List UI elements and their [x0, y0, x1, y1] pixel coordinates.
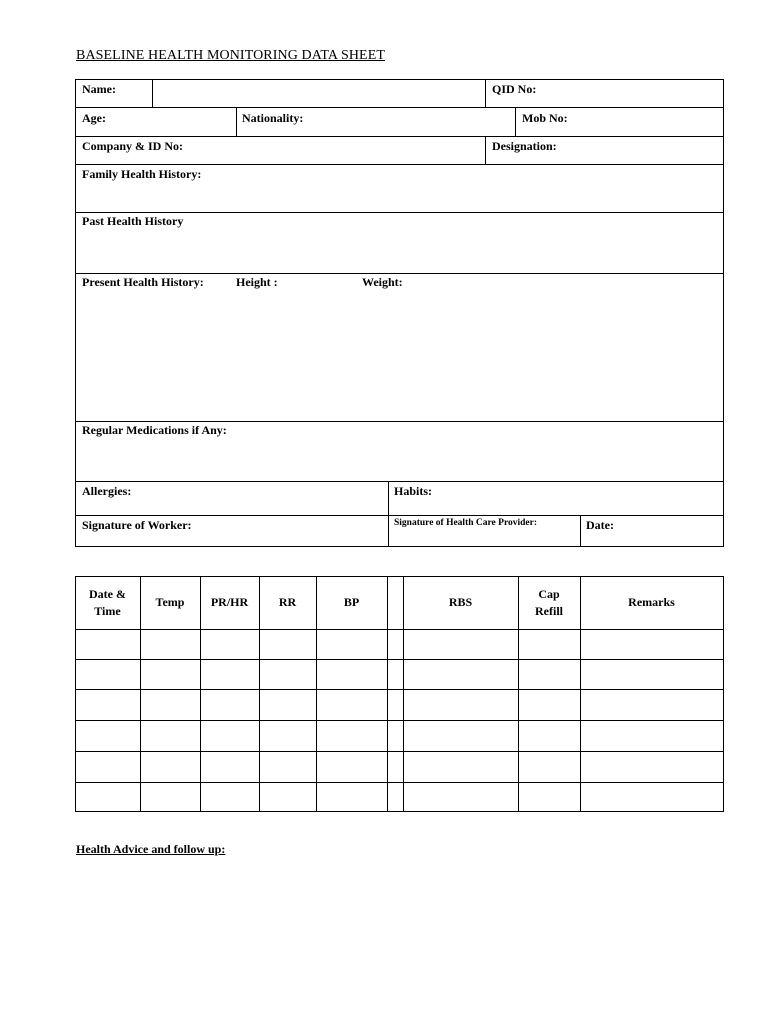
- table-cell[interactable]: [581, 783, 723, 811]
- table-cell[interactable]: [260, 783, 316, 811]
- table-cell[interactable]: [388, 783, 403, 811]
- table-cell[interactable]: [519, 783, 580, 811]
- table-cell[interactable]: [141, 783, 200, 811]
- age-field[interactable]: [153, 108, 236, 136]
- past-history-label: Past Health History: [82, 214, 184, 228]
- table-cell[interactable]: [76, 752, 140, 782]
- table-cell[interactable]: [519, 660, 580, 689]
- table-cell[interactable]: [260, 630, 316, 659]
- name-field[interactable]: [153, 80, 485, 107]
- table-cell[interactable]: [76, 630, 140, 659]
- form-divider: [485, 136, 486, 164]
- habits-field[interactable]: [440, 482, 723, 515]
- table-cell[interactable]: [201, 690, 259, 720]
- table-header-cell: RBS: [448, 595, 473, 609]
- table-cell[interactable]: [141, 660, 200, 689]
- date-label: Date:: [586, 518, 614, 532]
- table-cell[interactable]: [404, 752, 518, 782]
- table-cell[interactable]: [404, 690, 518, 720]
- table-cell[interactable]: [519, 630, 580, 659]
- table-cell[interactable]: [388, 752, 403, 782]
- company-id-label: Company & ID No:: [82, 139, 184, 153]
- table-cell[interactable]: [141, 721, 200, 751]
- document-title: BASELINE HEALTH MONITORING DATA SHEET: [76, 48, 386, 63]
- form-divider: [388, 481, 389, 547]
- date-field[interactable]: [620, 516, 723, 547]
- table-cell[interactable]: [581, 721, 723, 751]
- medications-field[interactable]: [76, 440, 723, 481]
- qid-field[interactable]: [545, 80, 723, 107]
- health-advice-heading: Health Advice and follow up:: [76, 842, 226, 856]
- table-line: [75, 811, 724, 812]
- table-cell[interactable]: [581, 630, 723, 659]
- form-divider: [515, 107, 516, 136]
- form-divider: [75, 421, 724, 422]
- table-cell[interactable]: [581, 690, 723, 720]
- form-divider: [75, 273, 724, 274]
- table-cell[interactable]: [581, 752, 723, 782]
- present-history-label: Present Health History:: [82, 275, 204, 289]
- qid-label: QID No:: [492, 82, 537, 96]
- table-cell[interactable]: [141, 630, 200, 659]
- table-header-cell: RR: [278, 595, 297, 609]
- table-cell[interactable]: [404, 630, 518, 659]
- table-cell[interactable]: [317, 783, 387, 811]
- allergies-field[interactable]: [150, 482, 388, 515]
- worker-signature-field[interactable]: [210, 516, 388, 547]
- table-cell[interactable]: [76, 690, 140, 720]
- table-header-cell: Date & Time: [89, 586, 126, 618]
- table-cell[interactable]: [76, 660, 140, 689]
- weight-label: Weight:: [362, 275, 403, 289]
- table-cell[interactable]: [317, 721, 387, 751]
- table-cell[interactable]: [317, 660, 387, 689]
- table-header-cell: BP: [343, 595, 360, 609]
- table-cell[interactable]: [76, 783, 140, 811]
- table-header-cell: [387, 576, 403, 629]
- table-cell[interactable]: [201, 721, 259, 751]
- table-cell[interactable]: [519, 721, 580, 751]
- form-divider: [580, 515, 581, 547]
- table-cell[interactable]: [260, 690, 316, 720]
- table-cell[interactable]: [404, 721, 518, 751]
- form-divider: [75, 212, 724, 213]
- allergies-label: Allergies:: [82, 484, 132, 498]
- table-cell[interactable]: [388, 660, 403, 689]
- table-cell[interactable]: [260, 660, 316, 689]
- medications-label: Regular Medications if Any:: [82, 423, 227, 437]
- form-divider: [236, 107, 237, 136]
- table-cell[interactable]: [388, 690, 403, 720]
- table-cell[interactable]: [581, 660, 723, 689]
- nationality-field[interactable]: [310, 108, 515, 136]
- table-cell[interactable]: [201, 660, 259, 689]
- table-cell[interactable]: [260, 752, 316, 782]
- table-cell[interactable]: [519, 752, 580, 782]
- age-label: Age:: [82, 111, 106, 125]
- table-cell[interactable]: [201, 630, 259, 659]
- table-cell[interactable]: [260, 721, 316, 751]
- family-history-label: Family Health History:: [82, 167, 202, 181]
- table-cell[interactable]: [404, 660, 518, 689]
- past-history-field[interactable]: [76, 230, 723, 273]
- table-cell[interactable]: [201, 783, 259, 811]
- nationality-label: Nationality:: [242, 111, 304, 125]
- table-cell[interactable]: [76, 721, 140, 751]
- table-cell[interactable]: [317, 690, 387, 720]
- mob-field[interactable]: [575, 108, 723, 136]
- table-cell[interactable]: [404, 783, 518, 811]
- table-header-cell: Cap Refill: [535, 586, 563, 618]
- table-header-cell: Temp: [155, 595, 185, 609]
- table-cell[interactable]: [201, 752, 259, 782]
- table-header-cell: PR/HR: [210, 595, 249, 609]
- worker-signature-label: Signature of Worker:: [82, 518, 192, 532]
- designation-label: Designation:: [492, 139, 557, 153]
- table-cell[interactable]: [317, 630, 387, 659]
- table-cell[interactable]: [317, 752, 387, 782]
- form-divider: [75, 164, 724, 165]
- table-header-cell: Remarks: [628, 595, 675, 609]
- designation-field[interactable]: [565, 137, 723, 164]
- table-cell[interactable]: [141, 752, 200, 782]
- table-cell[interactable]: [519, 690, 580, 720]
- table-line: [723, 576, 724, 812]
- provider-signature-label: Signature of Health Care Provider:: [394, 518, 538, 528]
- table-cell[interactable]: [388, 630, 403, 659]
- name-label: Name:: [82, 82, 116, 96]
- table-cell[interactable]: [388, 721, 403, 751]
- present-history-field[interactable]: [76, 292, 723, 421]
- company-id-field[interactable]: [200, 137, 485, 164]
- family-history-field[interactable]: [76, 183, 723, 212]
- table-cell[interactable]: [141, 690, 200, 720]
- habits-label: Habits:: [394, 484, 433, 498]
- form-divider: [485, 79, 486, 107]
- height-label: Height :: [236, 275, 278, 289]
- mob-label: Mob No:: [522, 111, 568, 125]
